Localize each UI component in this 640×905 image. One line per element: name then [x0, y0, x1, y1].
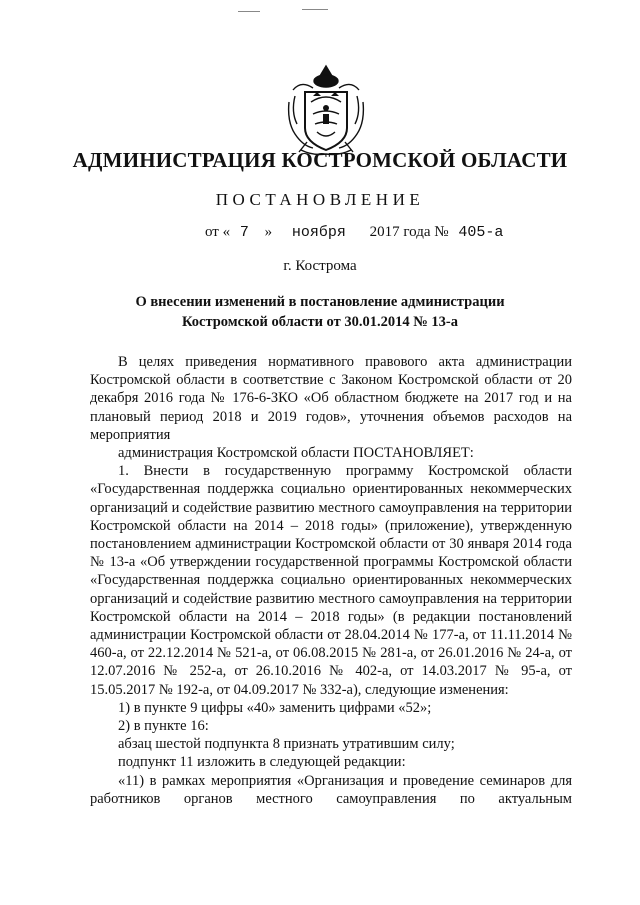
subject-line-1: О внесении изменений в постановление администрации	[135, 294, 505, 310]
paragraph: 1. Внести в государственную программу Костромской области «Государственная поддержка социально ориентированных некоммерческих организаций и содействие развитию местного самоуправления на территории Костромской области на 2014 – 2018 годы» (приложение), утвержденную постановлением администрации Костромской области от 30 января 2014 года № 13-а «Об утверждении государственной программы Костромской области «Государственная поддержка социально ориентированных некоммерческих организаций и содействие развитию местного самоуправления на территории Костромской области на 2014 – 2018 годы» (в редакции постановлений администрации Костромской области от 28.04.2014 № 177-а, от 11.11.2014 № 460-а, от 22.12.2014 № 521-а, от 06.08.2015 № 281-а, от 26.01.2016 № 24-а, от 12.07.2016 № 252-а, от 26.10.2016 № 402-а, от 14.03.2017 № 95-а, от 15.05.2017 № 192-а, от 04.09.2017 № 332-а), следующие изменения:	[90, 463, 572, 698]
document-number: 405-а	[458, 224, 504, 241]
date-day: 7	[239, 224, 249, 241]
subject	[0, 292, 640, 332]
date-close: »	[264, 224, 273, 240]
date-year: 2017 года №	[369, 224, 449, 240]
coat-of-arms-icon	[283, 62, 369, 158]
date-month: ноября	[291, 224, 346, 241]
scan-artifact	[302, 9, 328, 10]
paragraph: подпункт 11 изложить в следующей редакции:	[118, 754, 406, 771]
subject-line-2: Костромской области от 30.01.2014 № 13-а	[181, 314, 459, 330]
document-type: ПОСТАНОВЛЕНИЕ	[215, 190, 425, 209]
paragraph: «11) в рамках мероприятия «Организация и проведение семинаров для работников органов местного самоуправления по актуальным	[90, 772, 572, 807]
paragraph: абзац шестой подпункта 8 признать утратившим силу;	[118, 736, 455, 753]
org-title: АДМИНИСТРАЦИЯ КОСТРОМСКОЙ ОБЛАСТИ	[72, 148, 568, 172]
paragraph: В целях приведения нормативного правового акта администрации Костромской области в соответствие с Законом Костромской области от 20 декабря 2016 года № 176-6-ЗКО «Об областном бюджете на 2017 год и на плановый период 2018 и 2019 годов», уточнения объемов расходов на мероприятия	[90, 354, 572, 443]
paragraph: 2) в пункте 16:	[118, 718, 209, 735]
date-prefix: от «	[205, 224, 231, 240]
scan-artifact	[238, 11, 260, 12]
city: г. Кострома	[283, 258, 357, 274]
paragraph: 1) в пункте 9 цифры «40» заменить цифрами «52»;	[118, 699, 432, 716]
paragraph: администрация Костромской области ПОСТАНОВЛЯЕТ:	[118, 445, 474, 462]
document-body	[90, 353, 572, 808]
date-line	[205, 224, 503, 241]
